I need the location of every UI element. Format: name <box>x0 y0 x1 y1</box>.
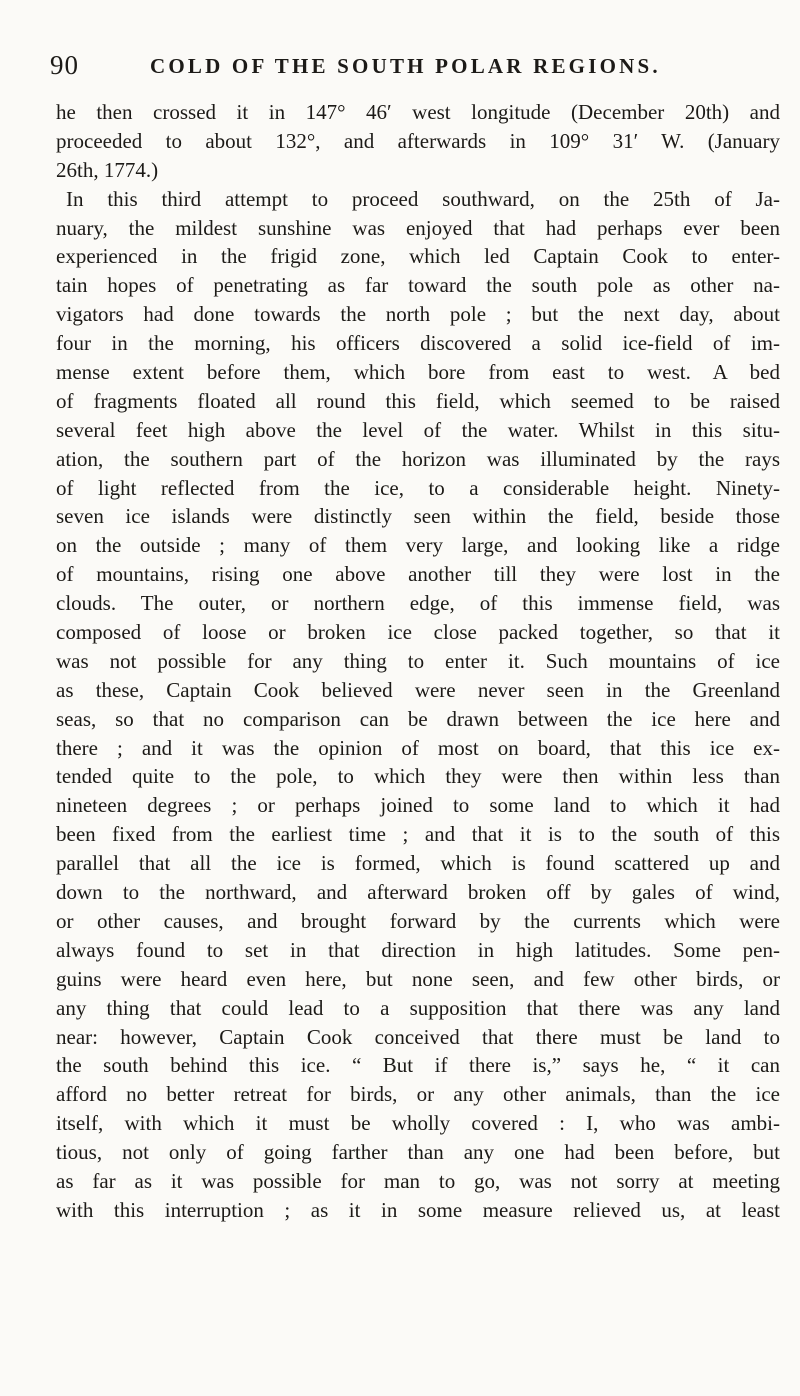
text-line: four in the morning, his officers discovered a solid ice-field of im- <box>56 331 780 356</box>
text-line: experienced in the frigid zone, which led Captain Cook to enter- <box>56 244 780 269</box>
text-line: down to the northward, and afterward broken off by gales of wind, <box>56 880 780 905</box>
text-line: been fixed from the earliest time ; and that it is to the south of this <box>56 822 780 847</box>
text-line: In this third attempt to proceed southward, on the 25th of Ja- <box>66 186 780 211</box>
text-line: proceeded to about 132°, and afterwards in 109° 31′ W. (January <box>56 128 780 153</box>
text-line: always found to set in that direction in high latitudes. Some pen- <box>56 937 780 962</box>
text-line: guins were heard even here, but none seen, and few other birds, or <box>56 966 780 991</box>
text-line: of light reflected from the ice, to a considerable height. Ninety- <box>56 475 780 500</box>
text-line: there ; and it was the opinion of most on board, that this ice ex- <box>56 735 780 760</box>
text-line: nuary, the mildest sunshine was enjoyed that had perhaps ever been <box>56 215 780 240</box>
running-head: COLD OF THE SOUTH POLAR REGIONS. <box>150 54 661 78</box>
text-line: seven ice islands were distinctly seen within the field, beside those <box>56 504 780 529</box>
text-line: clouds. The outer, or northern edge, of this immense field, was <box>56 591 780 616</box>
text-line: as far as it was possible for man to go, was not sorry at meeting <box>56 1168 780 1193</box>
text-line: the south behind this ice. “ But if there is,” says he, “ it can <box>56 1053 780 1078</box>
page-header <box>50 50 750 86</box>
text-line: was not possible for any thing to enter it. Such mountains of ice <box>56 648 780 673</box>
text-line: several feet high above the level of the water. Whilst in this situ- <box>56 417 780 442</box>
text-line: mense extent before them, which bore from east to west. A bed <box>56 360 780 385</box>
text-line: afford no better retreat for birds, or any other animals, than the ice <box>56 1082 780 1107</box>
text-line: vigators had done towards the north pole ; but the next day, about <box>56 302 780 327</box>
text-line: nineteen degrees ; or perhaps joined to some land to which it had <box>56 793 780 818</box>
text-line: seas, so that no comparison can be drawn between the ice here and <box>56 706 780 731</box>
text-line: he then crossed it in 147° 46′ west longitude (December 20th) and <box>56 100 780 124</box>
text-line: composed of loose or broken ice close packed together, so that it <box>56 620 780 645</box>
text-line: with this interruption ; as it in some measure relieved us, at least <box>56 1197 780 1222</box>
text-line: near: however, Captain Cook conceived that there must be land to <box>56 1024 780 1049</box>
text-line: parallel that all the ice is formed, which is found scattered up and <box>56 851 780 876</box>
text-line: or other causes, and brought forward by the currents which were <box>56 908 780 933</box>
text-line: as these, Captain Cook believed were never seen in the Greenland <box>56 677 780 702</box>
text-line: on the outside ; many of them very large, and looking like a ridge <box>56 533 780 558</box>
text-line: 26th, 1774.) <box>56 157 159 182</box>
text-line: of fragments floated all round this field, which seemed to be raised <box>56 388 780 413</box>
page-number: 90 <box>50 50 79 80</box>
text-line: tended quite to the pole, to which they were then within less than <box>56 764 780 789</box>
text-line: ation, the southern part of the horizon was illuminated by the rays <box>56 446 780 471</box>
text-line: tious, not only of going farther than any one had been before, but <box>56 1140 780 1165</box>
text-line: of mountains, rising one above another till they were lost in the <box>56 562 780 587</box>
body-text <box>56 98 780 1225</box>
text-line: tain hopes of penetrating as far toward the south pole as other na- <box>56 273 780 298</box>
text-line: itself, with which it must be wholly covered : I, who was ambi- <box>56 1111 780 1136</box>
text-line: any thing that could lead to a supposition that there was any land <box>56 995 780 1020</box>
